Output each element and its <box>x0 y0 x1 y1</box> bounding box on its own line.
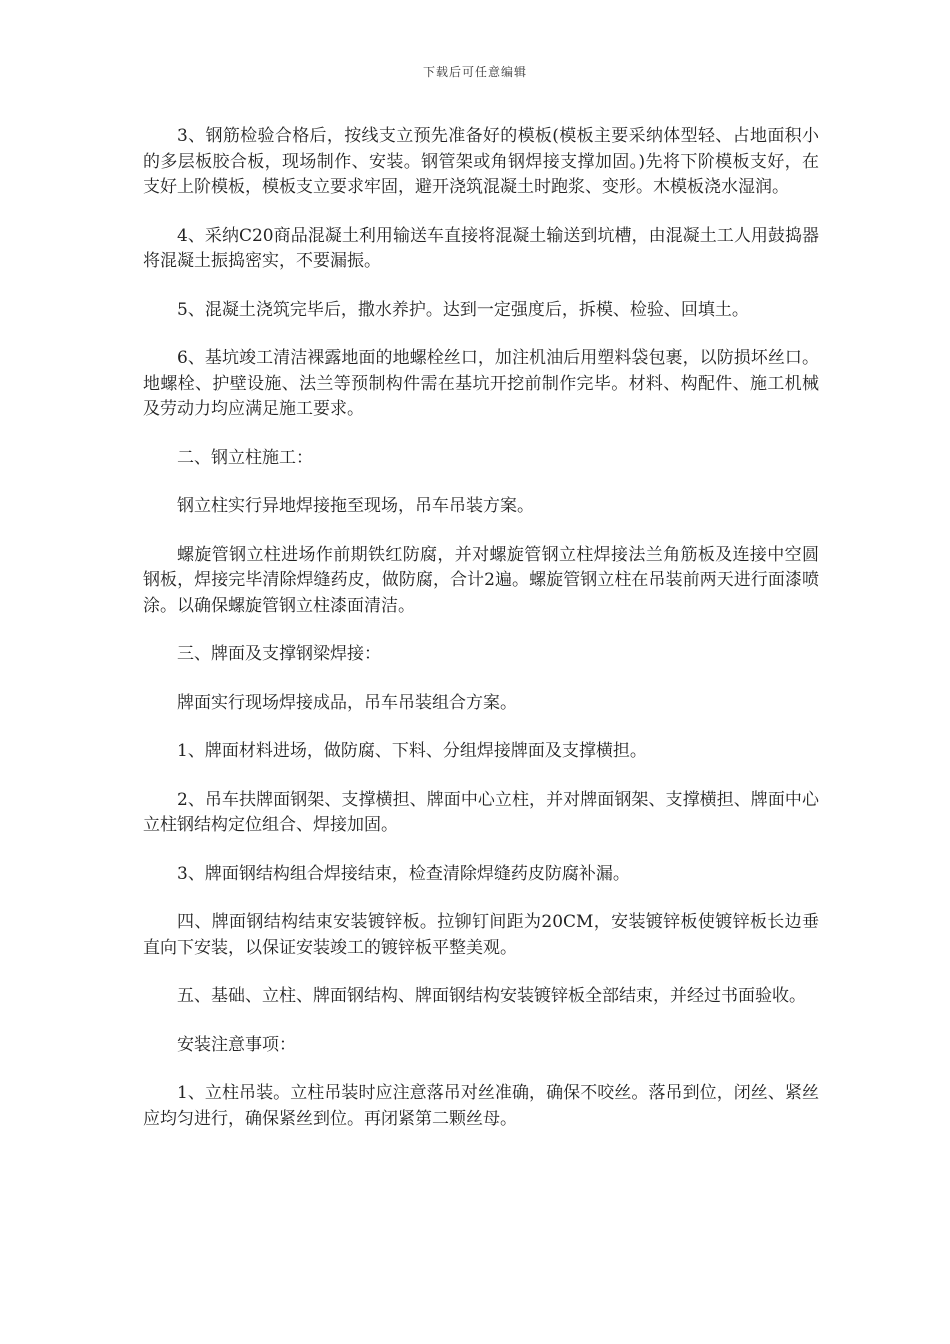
paragraph-panel-step-3: 3、牌面钢结构组合焊接结束，检查清除焊缝药皮防腐补漏。 <box>177 863 630 884</box>
paragraph-anchor-bolts: 6、基坑竣工清洁裸露地面的地螺栓丝口，加注机油后用塑料袋包裹，以防损坏丝口。地螺栓、护壁设施、法兰等预制构件需在基坑开挖前制作完毕。材料、构配件、施工机械及劳动力均应满足施工要求。 <box>143 348 819 419</box>
paragraph-panel-method: 牌面实行现场焊接成品，吊车吊装组合方案。 <box>177 692 517 713</box>
section-heading-acceptance: 五、基础、立柱、牌面钢结构、牌面钢结构安装镀锌板全部结束，并经过书面验收。 <box>177 986 806 1006</box>
paragraph-curing: 5、混凝土浇筑完毕后，撒水养护。达到一定强度后，拆模、检验、回填土。 <box>177 299 749 320</box>
section-heading-galvanized-plate: 四、牌面钢结构结束安装镀锌板。拉铆钉间距为20CM，安装镀锌板使镀锌板长边垂直向下安装，以保证安装竣工的镀锌板平整美观。 <box>143 912 819 958</box>
paragraph-column-hoisting: 1、立柱吊装。立柱吊装时应注意落吊对丝准确，确保不咬丝。落吊到位，闭丝、紧丝应均匀进行，确保紧丝到位。再闭紧第二颗丝母。 <box>143 1083 819 1129</box>
paragraph-column-method: 钢立柱实行异地焊接拖至现场，吊车吊装方案。 <box>177 496 534 516</box>
document-body <box>143 124 819 1155</box>
paragraph-formwork: 3、钢筋检验合格后，按线支立预先准备好的模板(模板主要采纳体型轻、占地面积小的多层板胶合板，现场制作、安装。钢管架或角钢焊接支撑加固。)先将下阶模板支好，在支好上阶模板，模板支立要求牢固，避开浇筑混凝土时跑浆、变形。木模板浇水湿润。 <box>143 126 819 197</box>
paragraph-panel-step-1: 1、牌面材料进场，做防腐、下料、分组焊接牌面及支撑横担。 <box>177 741 647 761</box>
section-heading-install-notes: 安装注意事项： <box>177 1034 296 1055</box>
paragraph-spiral-pipe: 螺旋管钢立柱进场作前期铁红防腐，并对螺旋管钢立柱焊接法兰角筋板及连接中空圆钢板，焊接完毕清除焊缝药皮，做防腐，合计2遍。螺旋管钢立柱在吊装前两天进行面漆喷涂。以确保螺旋管钢立柱漆面清洁。 <box>143 544 819 616</box>
page-header: 下载后可任意编辑 <box>422 65 527 79</box>
section-heading-steel-column: 二、钢立柱施工： <box>177 447 313 468</box>
paragraph-panel-step-2: 2、吊车扶牌面钢架、支撑横担、牌面中心立柱，并对牌面钢架、支撑横担、牌面中心立柱钢结构定位组合、焊接加固。 <box>143 789 819 835</box>
paragraph-concrete-pour: 4、采纳C20商品混凝土利用输送车直接将混凝土输送到坑槽，由混凝土工人用鼓捣器将混凝土振捣密实，不要漏振。 <box>143 225 819 271</box>
section-heading-panel-welding: 三、牌面及支撑钢梁焊接： <box>177 644 381 664</box>
